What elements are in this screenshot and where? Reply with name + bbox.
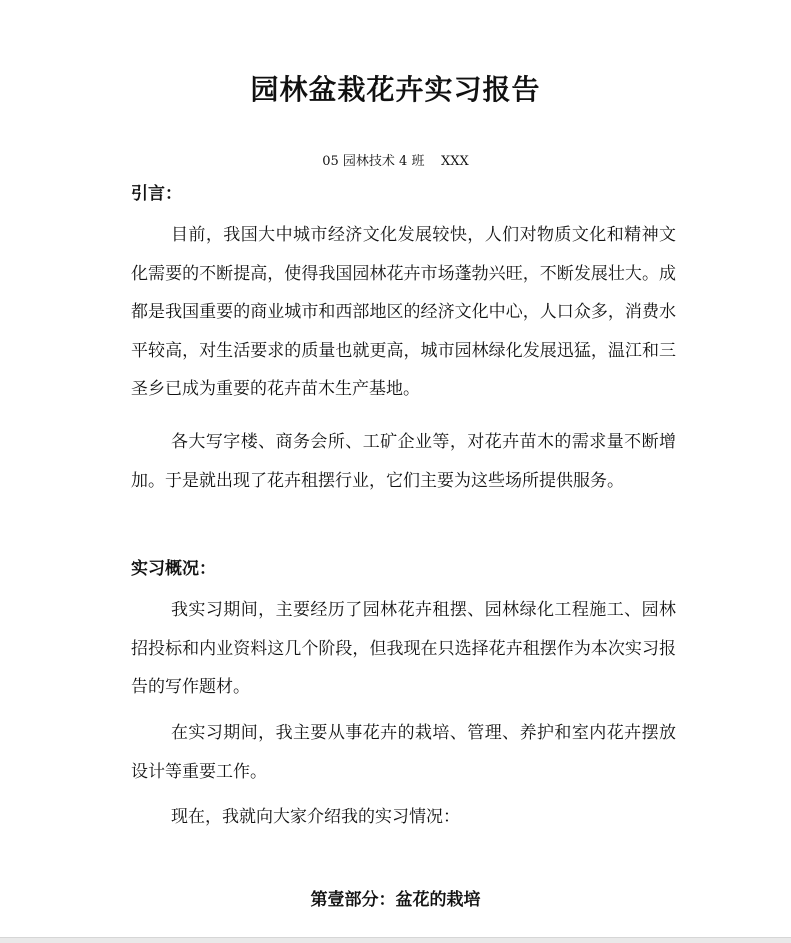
body-paragraph: 我实习期间，主要经历了园林花卉租摆、园林绿化工程施工、园林招投标和内业资料这几个阶段，但我现在只选择花卉租摆作为本次实习报告的写作题材。 <box>131 600 676 697</box>
body-paragraph: 各大写字楼、商务会所、工矿企业等，对花卉苗木的需求量不断增加。于是就出现了花卉租摆行业，它们主要为这些场所提供服务。 <box>131 432 676 491</box>
body-paragraph: 现在，我就向大家介绍我的实习情况： <box>171 807 460 827</box>
part-heading: 第壹部分：盆花的栽培 <box>310 890 481 910</box>
body-paragraph: 目前，我国大中城市经济文化发展较快，人们对物质文化和精神文化需要的不断提高，使得我国园林花卉市场蓬勃兴旺，不断发展壮大。成都是我国重要的商业城市和西部地区的经济文化中心，人口众多，消费水平较高，对生活要求的质量也就更高，城市园林绿化发展迅猛，温江和三圣乡已成为重要的花卉苗木生产基地。 <box>131 225 676 399</box>
author-byline: 05 园林技术 4 班 XXX <box>322 154 469 169</box>
section-heading-overview: 实习概况： <box>131 559 216 579</box>
page-bottom-edge <box>0 937 791 943</box>
section-heading-introduction: 引言： <box>131 184 182 204</box>
body-paragraph: 在实习期间，我主要从事花卉的栽培、管理、养护和室内花卉摆放设计等重要工作。 <box>131 723 676 782</box>
document-title: 园林盆栽花卉实习报告 <box>250 73 541 106</box>
